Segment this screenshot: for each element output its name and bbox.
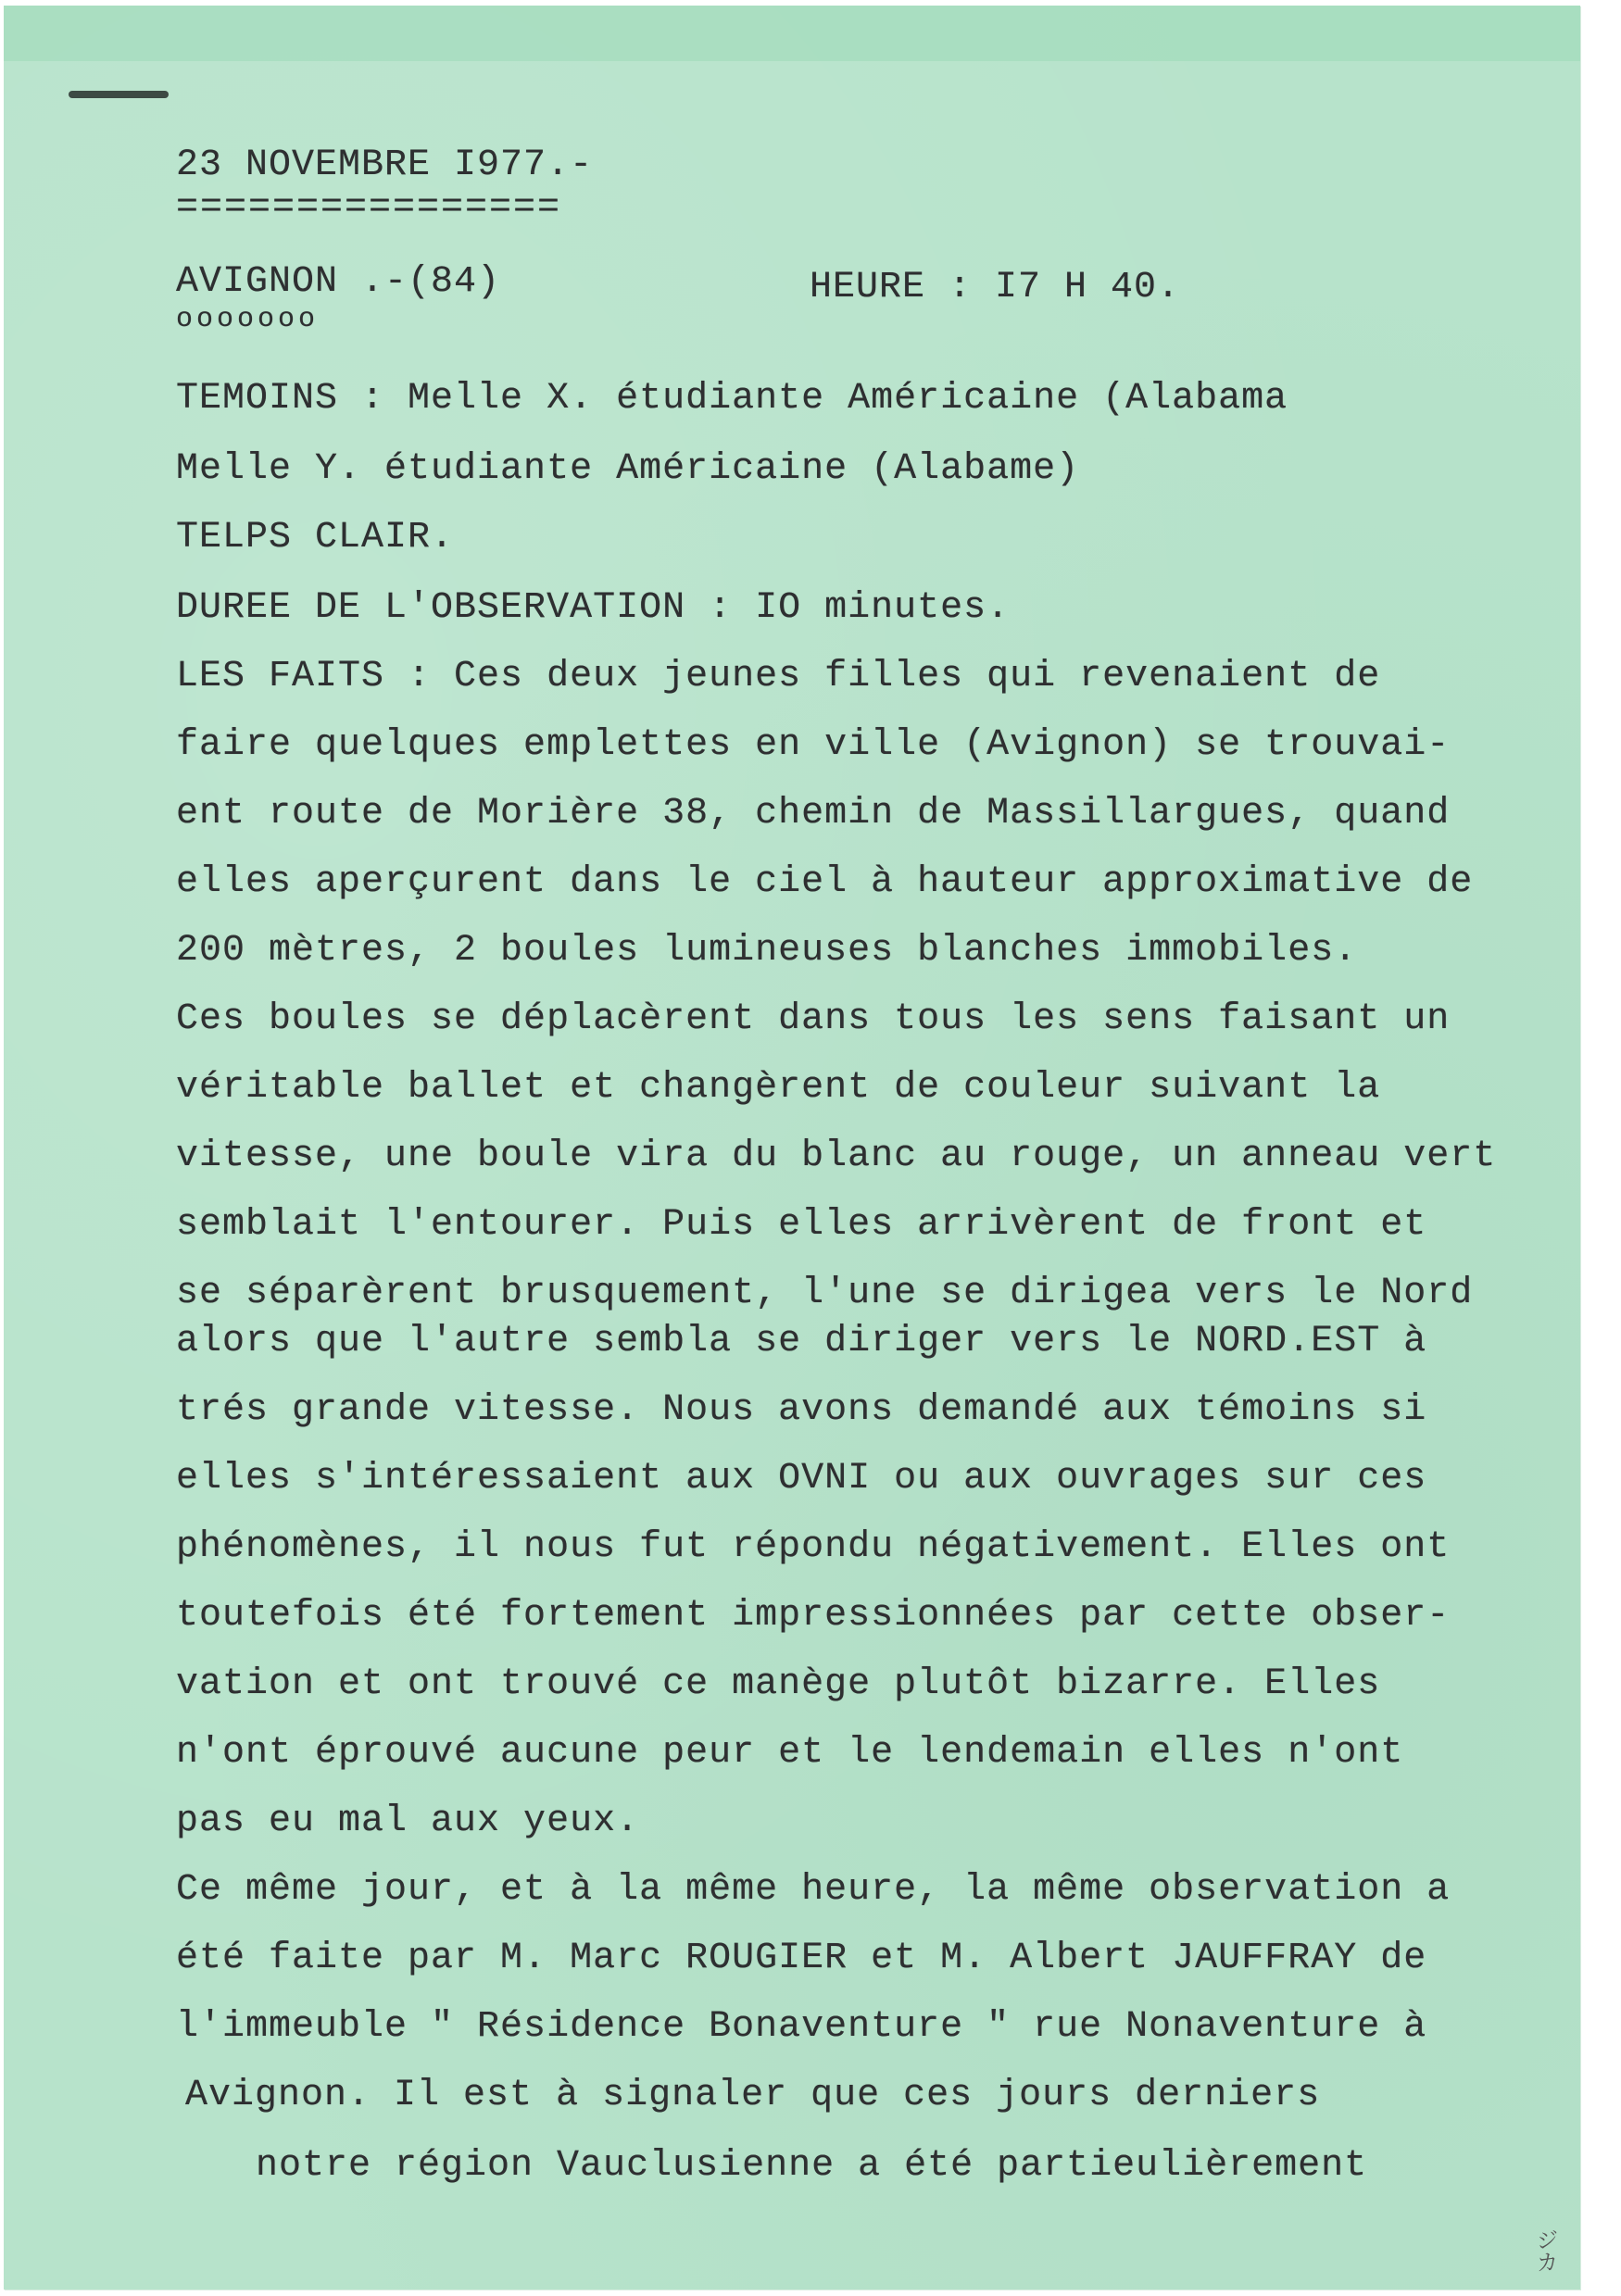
location-underline: ooooooo	[176, 304, 320, 335]
body-line: faire quelques emplettes en ville (Avignon) se trouvai-	[176, 724, 1451, 766]
weather-line: TELPS CLAIR.	[176, 517, 455, 558]
body-line: phénomènes, il nous fut répondu négativement. Elles ont	[176, 1526, 1451, 1568]
body-line: 200 mètres, 2 boules lumineuses blanches immobiles.	[176, 930, 1358, 972]
body-line: elles s'intéressaient aux OVNI ou aux ouvrages sur ces	[176, 1458, 1427, 1499]
body-line: véritable ballet et changèrent de couleur suivant la	[176, 1067, 1381, 1109]
body-line: LES FAITS : Ces deux jeunes filles qui revenaient de	[176, 656, 1381, 697]
typed-page	[4, 6, 1580, 2290]
body-line: toutefois été fortement impressionnées par cette obser-	[176, 1595, 1451, 1637]
body-line: semblait l'entourer. Puis elles arrivèrent de front et	[176, 1204, 1427, 1246]
body-line: Ces boules se déplacèrent dans tous les sens faisant un	[176, 998, 1451, 1040]
body-line: trés grande vitesse. Nous avons demandé aux témoins si	[176, 1389, 1427, 1431]
body-line: l'immeuble " Résidence Bonaventure " rue Nonaventure à	[176, 2006, 1427, 2048]
margin-annotation: ジカ	[1532, 2228, 1558, 2273]
date-underline: ================	[176, 187, 562, 229]
observation-time: HEURE : I7 H 40.	[810, 267, 1181, 308]
body-line: ent route de Morière 38, chemin de Massillargues, quand	[176, 793, 1451, 834]
body-line: n'ont éprouvé aucune peur et le lendemain elles n'ont	[176, 1732, 1404, 1774]
body-line: vation et ont trouvé ce manège plutôt bizarre. Elles	[176, 1663, 1381, 1705]
body-line: Avignon. Il est à signaler que ces jours derniers	[185, 2075, 1321, 2116]
body-line: se séparèrent brusquement, l'une se dirigea vers le Nord	[176, 1273, 1474, 1314]
body-line: Ce même jour, et à la même heure, la même observation a	[176, 1869, 1451, 1911]
body-line: été faite par M. Marc ROUGIER et M. Albert JAUFFRAY de	[176, 1938, 1427, 1979]
body-line: elles aperçurent dans le ciel à hauteur approximative de	[176, 861, 1474, 903]
body-line: vitesse, une boule vira du blanc au rouge, un anneau vert	[176, 1135, 1497, 1177]
witnesses-line-2: Melle Y. étudiante Américaine (Alabame)	[176, 448, 1080, 490]
duration-line: DUREE DE L'OBSERVATION : IO minutes.	[176, 587, 1011, 629]
location: AVIGNON .-(84)	[176, 261, 501, 303]
report-date: 23 NOVEMBRE I977.-	[176, 144, 594, 186]
witnesses-line-1: TEMOINS : Melle X. étudiante Américaine (Alabama	[176, 378, 1288, 420]
body-line: alors que l'autre sembla se diriger vers le NORD.EST à	[176, 1321, 1427, 1362]
staple-mark	[69, 91, 169, 98]
page-top-band	[4, 6, 1580, 61]
body-line: pas eu mal aux yeux.	[176, 1800, 640, 1842]
body-line: notre région Vauclusienne a été partieulièrement	[256, 2145, 1368, 2187]
